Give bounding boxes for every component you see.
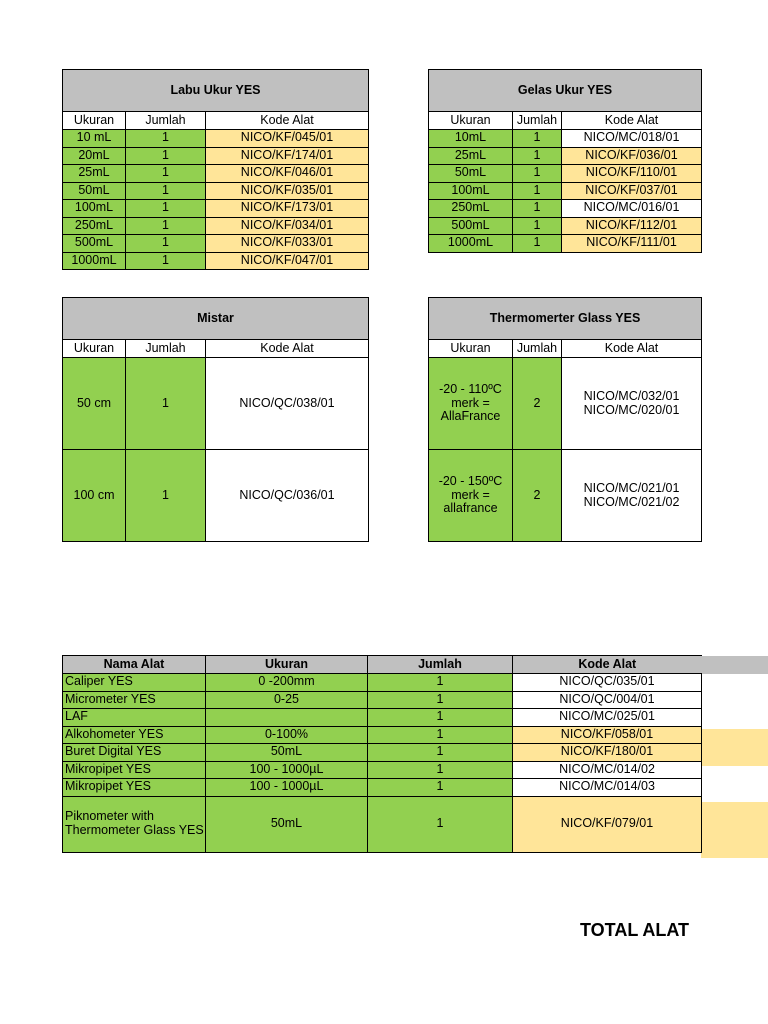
cell: 25mL xyxy=(63,165,126,183)
cell: 1 xyxy=(368,779,513,797)
cell: NICO/QC/038/01 xyxy=(206,358,369,450)
cell: 1 xyxy=(513,235,562,253)
cell xyxy=(206,709,368,727)
gelas-ukur-table xyxy=(428,69,702,253)
cell: 1000mL xyxy=(429,235,513,253)
table-row xyxy=(63,182,369,200)
cell: LAF xyxy=(63,709,206,727)
cell: 1 xyxy=(126,217,206,235)
cell: 20mL xyxy=(63,147,126,165)
cell: 1 xyxy=(513,165,562,183)
cell: 1 xyxy=(126,200,206,218)
cell: 1 xyxy=(126,182,206,200)
cell: NICO/KF/047/01 xyxy=(206,252,369,270)
cell: 1 xyxy=(513,130,562,148)
cell: 0-100% xyxy=(206,726,368,744)
table-row xyxy=(63,779,702,797)
cell: 1000mL xyxy=(63,252,126,270)
cell: 1 xyxy=(368,744,513,762)
cell: NICO/MC/025/01 xyxy=(513,709,702,727)
mistar-title: Mistar xyxy=(63,298,369,340)
cell: 500mL xyxy=(429,217,513,235)
cell: 1 xyxy=(126,450,206,542)
table-row xyxy=(429,130,702,148)
cell: 50mL xyxy=(429,165,513,183)
table-row xyxy=(63,726,702,744)
cell: NICO/MC/014/03 xyxy=(513,779,702,797)
cell: 1 xyxy=(368,796,513,852)
row-extension xyxy=(701,729,768,766)
total-alat-label: TOTAL ALAT xyxy=(580,920,689,940)
cell: 1 xyxy=(368,691,513,709)
cell: 1 xyxy=(126,358,206,450)
col-header: Jumlah xyxy=(126,112,206,130)
cell: -20 - 150ºC merk = allafrance xyxy=(429,450,513,542)
col-header: Nama Alat xyxy=(63,656,206,674)
table-row xyxy=(429,182,702,200)
cell: NICO/KF/112/01 xyxy=(562,217,702,235)
cell: NICO/KF/034/01 xyxy=(206,217,369,235)
cell: Mikropipet YES xyxy=(63,779,206,797)
table-row xyxy=(429,450,702,542)
cell: 50 cm xyxy=(63,358,126,450)
labu-ukur-table xyxy=(62,69,369,270)
col-header: Kode Alat xyxy=(206,340,369,358)
labu-ukur-title: Labu Ukur YES xyxy=(63,70,369,112)
col-header: Kode Alat xyxy=(206,112,369,130)
cell: 100mL xyxy=(63,200,126,218)
cell: 1 xyxy=(513,147,562,165)
cell: NICO/MC/032/01 NICO/MC/020/01 xyxy=(562,358,702,450)
header-extension xyxy=(701,656,768,674)
col-header: Jumlah xyxy=(368,656,513,674)
thermometer-table xyxy=(428,297,702,542)
cell: 1 xyxy=(513,200,562,218)
cell: 50mL xyxy=(206,796,368,852)
cell: NICO/MC/016/01 xyxy=(562,200,702,218)
cell: 1 xyxy=(368,674,513,692)
cell: 500mL xyxy=(63,235,126,253)
col-header: Jumlah xyxy=(126,340,206,358)
cell: 100 cm xyxy=(63,450,126,542)
table-row xyxy=(63,147,369,165)
cell: 10mL xyxy=(429,130,513,148)
cell: NICO/MC/021/01 NICO/MC/021/02 xyxy=(562,450,702,542)
cell: -20 - 110ºC merk = AllaFrance xyxy=(429,358,513,450)
mistar-table xyxy=(62,297,369,542)
table-row xyxy=(63,165,369,183)
cell: 10 mL xyxy=(63,130,126,148)
cell: 1 xyxy=(126,165,206,183)
cell: 1 xyxy=(513,217,562,235)
cell: NICO/KF/079/01 xyxy=(513,796,702,852)
cell: 2 xyxy=(513,358,562,450)
col-header: Ukuran xyxy=(429,112,513,130)
cell: NICO/QC/035/01 xyxy=(513,674,702,692)
cell: 100 - 1000µL xyxy=(206,779,368,797)
cell: 2 xyxy=(513,450,562,542)
cell: 250mL xyxy=(63,217,126,235)
table-row xyxy=(429,147,702,165)
col-header: Jumlah xyxy=(513,112,562,130)
cell: NICO/KF/174/01 xyxy=(206,147,369,165)
cell: 1 xyxy=(126,252,206,270)
cell: 1 xyxy=(368,726,513,744)
table-row xyxy=(63,691,702,709)
cell: NICO/KF/037/01 xyxy=(562,182,702,200)
cell: 250mL xyxy=(429,200,513,218)
table-row xyxy=(429,165,702,183)
cell: Mikropipet YES xyxy=(63,761,206,779)
cell: 100 - 1000µL xyxy=(206,761,368,779)
cell: NICO/KF/035/01 xyxy=(206,182,369,200)
table-row xyxy=(63,761,702,779)
cell: NICO/KF/045/01 xyxy=(206,130,369,148)
cell: 0-25 xyxy=(206,691,368,709)
table-row xyxy=(63,674,702,692)
cell: 50mL xyxy=(206,744,368,762)
col-header: Kode Alat xyxy=(562,340,702,358)
cell: 0 -200mm xyxy=(206,674,368,692)
cell: 1 xyxy=(126,130,206,148)
thermometer-title: Thermomerter Glass YES xyxy=(429,298,702,340)
cell: Alkohometer YES xyxy=(63,726,206,744)
col-header: Ukuran xyxy=(206,656,368,674)
alat-table xyxy=(62,655,702,853)
cell: 1 xyxy=(368,761,513,779)
row-extension xyxy=(701,802,768,858)
cell: Buret Digital YES xyxy=(63,744,206,762)
cell: NICO/KF/111/01 xyxy=(562,235,702,253)
cell: Caliper YES xyxy=(63,674,206,692)
cell: NICO/KF/033/01 xyxy=(206,235,369,253)
table-row xyxy=(63,130,369,148)
cell: NICO/KF/180/01 xyxy=(513,744,702,762)
cell: NICO/MC/014/02 xyxy=(513,761,702,779)
cell: NICO/QC/036/01 xyxy=(206,450,369,542)
table-row xyxy=(63,796,702,852)
table-row xyxy=(429,217,702,235)
col-header: Ukuran xyxy=(63,112,126,130)
cell: 100mL xyxy=(429,182,513,200)
col-header: Kode Alat xyxy=(562,112,702,130)
cell: NICO/KF/036/01 xyxy=(562,147,702,165)
cell: Micrometer YES xyxy=(63,691,206,709)
table-row xyxy=(429,358,702,450)
cell: NICO/KF/110/01 xyxy=(562,165,702,183)
col-header: Kode Alat xyxy=(513,656,702,674)
table-row xyxy=(63,744,702,762)
cell: 1 xyxy=(126,235,206,253)
table-row xyxy=(63,200,369,218)
cell: NICO/QC/004/01 xyxy=(513,691,702,709)
cell: NICO/KF/173/01 xyxy=(206,200,369,218)
cell: NICO/KF/058/01 xyxy=(513,726,702,744)
gelas-ukur-title: Gelas Ukur YES xyxy=(429,70,702,112)
table-row xyxy=(63,709,702,727)
table-row xyxy=(63,358,369,450)
col-header: Ukuran xyxy=(63,340,126,358)
cell: 50mL xyxy=(63,182,126,200)
table-row xyxy=(63,252,369,270)
cell: 1 xyxy=(126,147,206,165)
cell: 1 xyxy=(368,709,513,727)
cell: 1 xyxy=(513,182,562,200)
cell: NICO/MC/018/01 xyxy=(562,130,702,148)
col-header: Ukuran xyxy=(429,340,513,358)
table-row xyxy=(63,235,369,253)
table-row xyxy=(63,450,369,542)
table-row xyxy=(429,200,702,218)
cell: NICO/KF/046/01 xyxy=(206,165,369,183)
col-header: Jumlah xyxy=(513,340,562,358)
table-row xyxy=(63,217,369,235)
table-row xyxy=(429,235,702,253)
cell: Piknometer with Thermometer Glass YES xyxy=(63,796,206,852)
cell: 25mL xyxy=(429,147,513,165)
